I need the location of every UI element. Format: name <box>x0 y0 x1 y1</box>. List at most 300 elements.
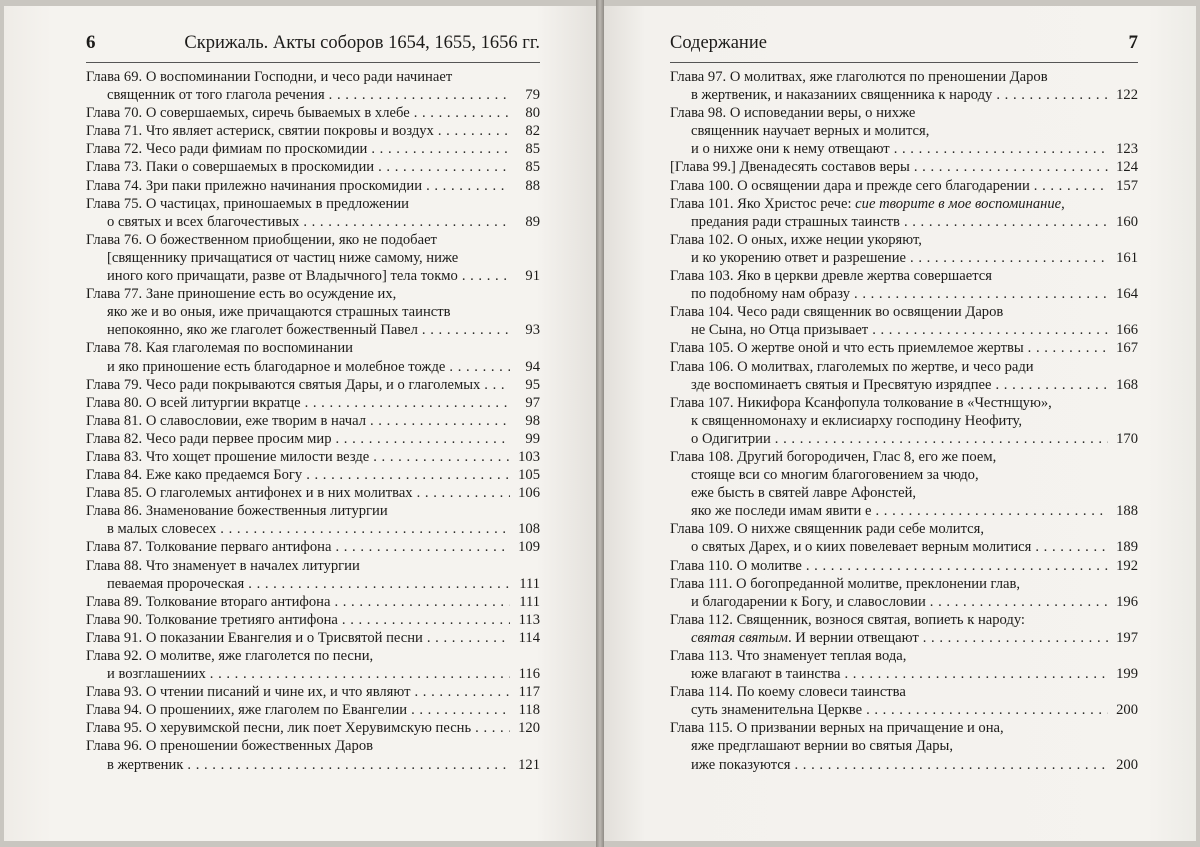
right-toc <box>670 68 1138 774</box>
toc-entry-line <box>670 249 1138 267</box>
toc-entry <box>670 611 1138 647</box>
toc-page-number: 108 <box>518 521 540 538</box>
toc-entry <box>670 557 1138 575</box>
toc-entry-line <box>670 520 1138 538</box>
leader-dots <box>306 466 510 484</box>
toc-page-number: 88 <box>525 177 540 194</box>
toc-entry-line <box>86 737 540 755</box>
toc-entry <box>86 629 540 647</box>
toc-entry-line <box>670 394 1138 412</box>
toc-entry-text: и благодарении к Богу, и славословии <box>691 593 926 610</box>
toc-entry-text: Глава 69. О воспоминании Господни, и чесо ради начинает <box>86 69 453 85</box>
toc-page-number: 111 <box>519 593 540 610</box>
toc-entry-text: Глава 76. О божественном приобщении, яко не подобает <box>86 231 437 248</box>
leader-dots <box>795 756 1109 774</box>
toc-entry-line <box>670 86 1138 104</box>
toc-entry-text: в жертвеник, и наказаниих священника к народу <box>691 87 993 104</box>
toc-entry-text: стояще вси со многим благоговением за чюдо, <box>691 467 979 484</box>
toc-entry-text: еже бысть в святей лавре Афонстей, <box>691 485 917 502</box>
toc-entry-text: к священномонаху и еклисиарху господину Неофиту, <box>691 412 1023 429</box>
toc-entry <box>670 448 1138 520</box>
toc-entry-line <box>86 756 540 774</box>
leader-dots <box>449 358 510 376</box>
toc-entry <box>86 593 540 611</box>
toc-entry-text <box>670 195 1065 213</box>
leader-dots <box>875 502 1108 520</box>
toc-entry-line <box>86 358 540 376</box>
toc-entry-line <box>670 629 1138 647</box>
toc-entry-text: суть знаменительна Церкве <box>691 702 863 719</box>
toc-entry-line <box>86 719 540 737</box>
toc-page-number: 199 <box>1116 666 1138 683</box>
toc-entry-line <box>86 177 540 195</box>
leader-dots <box>426 177 510 195</box>
toc-page-number: 188 <box>1116 503 1138 520</box>
toc-entry <box>670 231 1138 267</box>
toc-page-number: 106 <box>518 485 540 502</box>
right-page <box>604 6 1196 841</box>
toc-entry-text: Глава 87. Толкование перваго антифона <box>86 539 332 556</box>
toc-entry-line <box>670 611 1138 629</box>
toc-entry <box>670 303 1138 339</box>
toc-entry-line <box>86 629 540 647</box>
leader-dots <box>484 376 510 394</box>
leader-dots <box>336 430 511 448</box>
toc-entry-text: в жертвеник <box>107 756 184 773</box>
toc-page-number: 117 <box>518 684 540 701</box>
leader-dots <box>187 756 510 774</box>
toc-entry <box>86 430 540 448</box>
toc-entry-text: о святых Дарех, и о киих повелевает верным молитися <box>691 539 1032 556</box>
toc-entry-line <box>86 213 540 231</box>
toc-entry-line <box>86 303 540 321</box>
toc-entry-line <box>670 593 1138 611</box>
toc-entry-text: Глава 100. О освящении дара и прежде сего благодарении <box>670 177 1030 194</box>
leader-dots <box>1028 339 1108 357</box>
toc-entry-text-part: Глава 101. Яко Христос рече: <box>670 195 856 212</box>
toc-page-number: 200 <box>1116 702 1138 719</box>
toc-entry-text: юже влагают в таинства <box>691 666 841 683</box>
toc-entry <box>670 575 1138 611</box>
toc-entry-text: Глава 70. О совершаемых, сиречь бываемых в хлебе <box>86 105 410 122</box>
toc-entry-text: [священнику причащатися от частиц ниже самому, ниже <box>107 249 459 266</box>
leader-dots <box>844 665 1108 683</box>
toc-entry-text: Глава 77. Зане приношение есть во осуждение их, <box>86 286 397 303</box>
leader-dots <box>342 611 510 629</box>
leader-dots <box>305 394 510 412</box>
toc-entry-text: Глава 79. Чесо ради покрываются святыя Дары, и о глаголемых <box>86 376 481 393</box>
toc-page-number: 93 <box>525 322 540 339</box>
toc-entry <box>86 412 540 430</box>
toc-entry-line <box>86 502 540 520</box>
toc-entry-text: Глава 110. О молитве <box>670 557 802 574</box>
leader-dots <box>775 430 1108 448</box>
toc-entry-line <box>86 611 540 629</box>
leader-dots <box>1034 177 1108 195</box>
leader-dots <box>866 701 1108 719</box>
toc-entry-text: о Одигитрии <box>691 430 771 447</box>
toc-entry-line <box>86 466 540 484</box>
toc-entry <box>86 737 540 773</box>
toc-page-number: 97 <box>525 394 540 411</box>
toc-entry <box>86 647 540 683</box>
toc-entry-text: [Глава 99.] Двенадесять составов веры <box>670 159 910 176</box>
toc-entry-text: и о нихже они к нему отвещают <box>691 141 890 158</box>
toc-entry <box>86 104 540 122</box>
toc-entry-line <box>86 394 540 412</box>
toc-entry-text: и возглашениих <box>107 666 206 683</box>
toc-entry-line <box>86 557 540 575</box>
leader-dots <box>910 249 1108 267</box>
leader-dots <box>370 412 510 430</box>
toc-entry <box>670 68 1138 104</box>
toc-entry <box>86 231 540 285</box>
toc-page-number: 157 <box>1116 177 1138 194</box>
toc-entry <box>86 484 540 502</box>
toc-entry <box>86 285 540 339</box>
toc-entry-line <box>86 484 540 502</box>
book-gutter <box>596 0 604 847</box>
toc-entry-text: священник научает верных и молится, <box>691 123 930 140</box>
toc-entry-line <box>670 321 1138 339</box>
toc-entry-line <box>670 575 1138 593</box>
toc-entry <box>86 538 540 556</box>
toc-entry-line <box>86 285 540 303</box>
toc-entry-text: непокоянно, яко же глаголет божественный Павел <box>107 322 418 339</box>
toc-entry-line <box>86 412 540 430</box>
toc-page-number: 160 <box>1116 213 1138 230</box>
toc-page-number: 167 <box>1116 340 1138 357</box>
toc-entry-line <box>670 412 1138 430</box>
toc-entry-line <box>670 122 1138 140</box>
toc-page-number: 94 <box>525 358 540 375</box>
toc-entry-text: в малых словесех <box>107 521 217 538</box>
toc-entry <box>86 683 540 701</box>
toc-entry-text: Глава 93. О чтении писаний и чине их, и что являют <box>86 684 411 701</box>
toc-entry-text: Глава 82. Чесо ради первее просим мир <box>86 430 332 447</box>
toc-page-number: 109 <box>518 539 540 556</box>
toc-entry-line <box>670 484 1138 502</box>
toc-entry-text: Глава 108. Другий богородичен, Глас 8, его же поем, <box>670 448 997 465</box>
toc-entry-line <box>86 140 540 158</box>
toc-entry <box>670 158 1138 176</box>
toc-entry-text: Глава 95. О херувимской песни, лик поет Херувимскую песнь <box>86 720 472 737</box>
toc-page-number: 80 <box>525 105 540 122</box>
toc-entry-line <box>86 647 540 665</box>
toc-entry-line <box>670 719 1138 737</box>
toc-entry-text: яко же последи имам явити е <box>691 503 872 520</box>
toc-entry <box>86 158 540 176</box>
leader-dots <box>373 448 510 466</box>
leader-dots <box>854 285 1108 303</box>
toc-entry-text: Глава 75. О частицах, приношаемых в предложении <box>86 195 409 212</box>
leader-dots <box>335 538 510 556</box>
toc-entry-text: Глава 111. О богопреданной молитве, преклонении глав, <box>670 575 1021 592</box>
toc-entry <box>670 683 1138 719</box>
leader-dots <box>996 86 1108 104</box>
toc-entry-text: Глава 73. Паки о совершаемых в проскомидии <box>86 159 375 176</box>
toc-entry-text: зде воспоминаетъ святыя и Пресвятую изрядпее <box>691 376 992 393</box>
toc-page-number: 120 <box>518 720 540 737</box>
leader-dots <box>417 484 510 502</box>
toc-entry-text <box>691 629 919 647</box>
toc-page-number: 113 <box>518 611 540 628</box>
toc-entry-text: Глава 78. Кая глаголемая по воспоминании <box>86 340 353 357</box>
leader-dots <box>438 122 510 140</box>
toc-entry-line <box>670 231 1138 249</box>
toc-entry-text: по подобному нам образу <box>691 286 851 303</box>
toc-page-number: 79 <box>525 87 540 104</box>
toc-entry-text: Глава 114. По коему словеси таинства <box>670 684 906 701</box>
toc-entry-line <box>86 593 540 611</box>
toc-entry-text: Глава 74. Зри паки прилежно начинания проскомидии <box>86 177 423 194</box>
toc-entry-line <box>86 158 540 176</box>
toc-entry-line <box>670 303 1138 321</box>
toc-entry-line <box>670 466 1138 484</box>
leader-dots <box>475 719 510 737</box>
toc-entry-text: Глава 89. Толкование втораго антифона <box>86 593 331 610</box>
toc-entry <box>670 195 1138 231</box>
toc-entry-line <box>670 665 1138 683</box>
toc-page-number: 197 <box>1116 629 1138 646</box>
toc-entry <box>86 339 540 375</box>
leader-dots <box>414 104 510 122</box>
toc-page-number: 95 <box>525 376 540 393</box>
leader-dots <box>914 158 1108 176</box>
toc-entry-line <box>86 538 540 556</box>
leader-dots <box>894 140 1108 158</box>
toc-entry <box>86 557 540 593</box>
toc-entry <box>86 394 540 412</box>
toc-entry-line <box>86 231 540 249</box>
toc-page-number: 123 <box>1116 141 1138 158</box>
toc-entry <box>670 267 1138 303</box>
toc-entry-text: Глава 107. Никифора Ксанфопула толкование в «Честнщую», <box>670 394 1052 411</box>
toc-entry-text: Глава 88. Что знаменует в началех литургии <box>86 557 360 574</box>
toc-page-number: 196 <box>1116 593 1138 610</box>
toc-entry-text: Глава 109. О нихже священник ради себе молится, <box>670 521 984 538</box>
toc-entry-text: Глава 102. О оных, ихже неции укоряют, <box>670 231 922 248</box>
toc-entry-line <box>670 195 1138 213</box>
toc-entry-line <box>670 339 1138 357</box>
toc-entry-line <box>670 756 1138 774</box>
leader-dots <box>248 575 510 593</box>
toc-entry-text: Глава 94. О прошениих, яже глаголем по Евангелии <box>86 702 408 719</box>
leader-dots <box>371 140 510 158</box>
toc-entry <box>670 719 1138 773</box>
toc-page-number: 192 <box>1116 557 1138 574</box>
leader-dots <box>872 321 1108 339</box>
toc-entry-line <box>670 267 1138 285</box>
leader-dots <box>904 213 1108 231</box>
toc-entry-line <box>86 575 540 593</box>
toc-page-number: 111 <box>519 575 540 592</box>
toc-entry <box>86 195 540 231</box>
toc-entry-italic: святая святым <box>691 629 788 646</box>
toc-page-number: 98 <box>525 412 540 429</box>
toc-page-number: 116 <box>518 666 540 683</box>
toc-entry-text: Глава 104. Чесо ради священник во освящении Даров <box>670 304 1004 321</box>
toc-page-number: 85 <box>525 141 540 158</box>
toc-page-number: 85 <box>525 159 540 176</box>
toc-entry-line <box>86 701 540 719</box>
leader-dots <box>334 593 510 611</box>
toc-page-number: 170 <box>1116 430 1138 447</box>
toc-entry <box>670 394 1138 448</box>
toc-entry-text-part: . И вернии отвещают <box>788 629 919 646</box>
toc-entry-line <box>670 285 1138 303</box>
toc-page-number: 200 <box>1116 756 1138 773</box>
left-running-title: Скрижаль. Акты соборов 1654, 1655, 1656 гг. <box>184 33 540 53</box>
toc-entry-line <box>670 737 1138 755</box>
toc-entry-text: Глава 105. О жертве оной и что есть приемлемое жертвы <box>670 340 1024 357</box>
toc-page-number: 91 <box>525 268 540 285</box>
toc-entry-text: и ко укорению ответ и разрешение <box>691 249 907 266</box>
toc-page-number: 82 <box>525 123 540 140</box>
toc-entry-line <box>86 267 540 285</box>
leader-dots <box>427 629 510 647</box>
left-page-header <box>86 30 540 63</box>
toc-entry <box>86 466 540 484</box>
toc-entry-line <box>670 683 1138 701</box>
toc-entry <box>86 502 540 538</box>
left-toc <box>86 68 540 774</box>
toc-entry-line <box>86 122 540 140</box>
toc-entry-text: иже показуются <box>691 756 791 773</box>
toc-page-number: 168 <box>1116 376 1138 393</box>
leader-dots <box>422 321 510 339</box>
toc-entry <box>86 376 540 394</box>
right-running-title: Содержание <box>670 33 767 53</box>
toc-entry <box>86 68 540 104</box>
toc-entry <box>670 520 1138 556</box>
leader-dots <box>414 683 510 701</box>
toc-entry-line <box>86 86 540 104</box>
toc-entry-text: Глава 96. О преношении божественных Даров <box>86 738 374 755</box>
toc-entry <box>86 448 540 466</box>
toc-entry-line <box>670 448 1138 466</box>
toc-entry-text: Глава 106. О молитвах, глаголемых по жертве, и чесо ради <box>670 358 1034 375</box>
toc-page-number: 105 <box>518 467 540 484</box>
toc-entry-line <box>670 376 1138 394</box>
toc-entry-text: Глава 92. О молитве, яже глаголется по песни, <box>86 648 374 664</box>
toc-page-number: 164 <box>1116 286 1138 303</box>
toc-entry-text: Глава 112. Священник, вознося святая, вопиеть к народу: <box>670 611 1025 628</box>
toc-entry-line <box>670 647 1138 665</box>
toc-entry-text: Глава 86. Знаменование божественныя литургии <box>86 503 388 520</box>
leader-dots <box>303 213 510 231</box>
toc-page-number: 99 <box>525 430 540 447</box>
toc-entry-text: певаемая пророческая <box>107 575 245 592</box>
toc-entry-line <box>670 213 1138 231</box>
toc-entry-text: Глава 80. О всей литургии вкратце <box>86 394 301 411</box>
toc-entry-text: предания ради страшных таинств <box>691 213 900 230</box>
toc-entry-line <box>670 177 1138 195</box>
right-page-number: 7 <box>1128 32 1138 53</box>
toc-page-number: 124 <box>1116 159 1138 176</box>
toc-entry-line <box>86 430 540 448</box>
toc-entry-italic: сие творите в мое воспоминание <box>855 195 1062 212</box>
toc-entry-text: яже предглашают вернии во святыя Дары, <box>691 738 954 755</box>
leader-dots <box>1035 538 1108 556</box>
toc-entry-line <box>86 665 540 683</box>
toc-entry-line <box>670 430 1138 448</box>
toc-entry-text: Глава 103. Яко в церкви древле жертва совершается <box>670 268 992 285</box>
leader-dots <box>806 557 1108 575</box>
leader-dots <box>378 158 510 176</box>
toc-entry-line <box>670 104 1138 122</box>
toc-page-number: 121 <box>518 756 540 773</box>
toc-entry <box>86 719 540 737</box>
leader-dots <box>462 267 510 285</box>
toc-entry-text: яко же и во оныя, иже причащаются страшных таинств <box>107 304 451 321</box>
toc-entry-text: о святых и всех благочестивых <box>107 213 300 230</box>
leader-dots <box>220 520 510 538</box>
toc-entry-text: Глава 81. О славословии, еже творим в начал <box>86 412 366 429</box>
toc-entry-line <box>670 538 1138 556</box>
toc-entry-line <box>670 502 1138 520</box>
toc-entry-line <box>86 104 540 122</box>
toc-entry-line <box>86 448 540 466</box>
toc-entry <box>86 701 540 719</box>
leader-dots <box>923 629 1108 647</box>
toc-entry <box>670 647 1138 683</box>
toc-entry-text: иного кого причащати, разве от Владычного] тела токмо <box>107 268 458 285</box>
toc-entry-text: Глава 91. О показании Евангелия и о Трисвятой песни <box>86 629 423 646</box>
toc-entry-line <box>670 701 1138 719</box>
toc-entry-text-part: , <box>1061 195 1065 212</box>
toc-entry <box>670 339 1138 357</box>
toc-page-number: 166 <box>1116 322 1138 339</box>
toc-entry-line <box>86 195 540 213</box>
toc-entry-text: Глава 90. Толкование третияго антифона <box>86 611 338 628</box>
toc-page-number: 118 <box>518 702 540 719</box>
toc-entry-line <box>670 557 1138 575</box>
toc-entry-line <box>86 339 540 357</box>
toc-entry-line <box>670 68 1138 86</box>
leader-dots <box>930 593 1108 611</box>
leader-dots <box>995 376 1108 394</box>
toc-entry-line <box>86 376 540 394</box>
toc-entry <box>670 358 1138 394</box>
toc-entry <box>86 177 540 195</box>
toc-page-number: 89 <box>525 213 540 230</box>
toc-entry-line <box>86 321 540 339</box>
toc-entry-text: и яко приношение есть благодарное и молебное тожде <box>107 358 446 375</box>
toc-page-number: 122 <box>1116 87 1138 104</box>
toc-entry <box>86 122 540 140</box>
toc-entry-line <box>670 140 1138 158</box>
toc-entry <box>670 104 1138 158</box>
toc-entry-text: Глава 97. О молитвах, яже глаголются по преношении Даров <box>670 69 1048 85</box>
toc-entry <box>670 177 1138 195</box>
toc-entry <box>86 140 540 158</box>
toc-entry-text: Глава 113. Что знаменует теплая вода, <box>670 648 907 664</box>
toc-page-number: 161 <box>1116 249 1138 266</box>
leader-dots <box>411 701 510 719</box>
toc-entry-text: священник от того глагола речения <box>107 87 325 104</box>
toc-entry-text: Глава 85. О глаголемых антифонех и в них молитвах <box>86 485 413 502</box>
toc-page-number: 103 <box>518 448 540 465</box>
toc-page-number: 189 <box>1116 539 1138 556</box>
toc-entry-text: не Сына, но Отца призывает <box>691 322 869 339</box>
toc-entry-text: Глава 71. Что являет астериск, святии покровы и воздух <box>86 123 434 140</box>
toc-page-number: 114 <box>518 629 540 646</box>
right-page-header <box>670 30 1138 63</box>
toc-entry-line <box>670 158 1138 176</box>
left-page <box>4 6 596 841</box>
toc-entry-text: Глава 115. О призвании верных на причащение и она, <box>670 720 1004 737</box>
